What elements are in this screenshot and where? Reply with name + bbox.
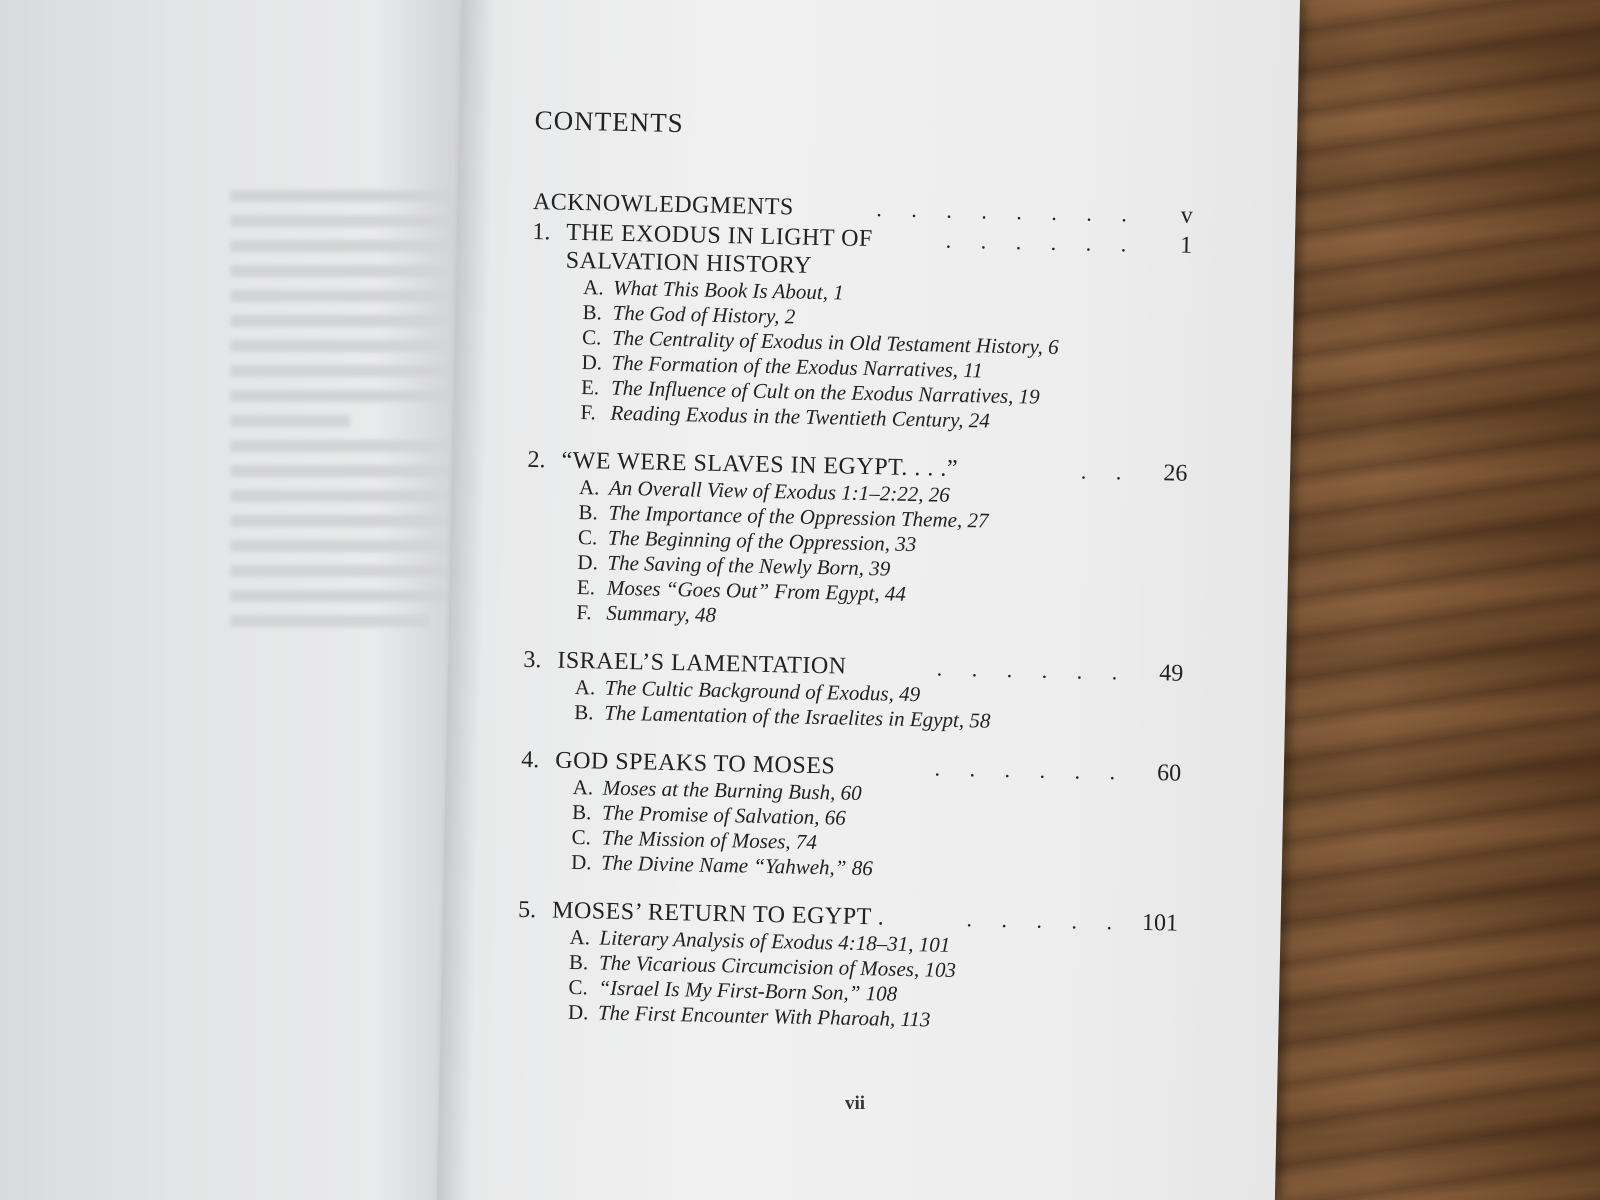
section-letter: F.	[576, 599, 592, 625]
section-title: Reading Exodus in the Twentieth Century, 24	[610, 400, 991, 433]
section-letter: B.	[568, 949, 589, 975]
section-list	[580, 275, 1191, 438]
chapter-number: 2.	[527, 446, 546, 474]
left-page	[0, 0, 470, 1200]
section-title: Literary Analysis of Exodus 4:18–31, 101	[599, 925, 951, 957]
section-title: The Importance of the Oppression Theme, 27	[608, 500, 989, 533]
section-title: The Saving of the Newly Born, 39	[607, 550, 891, 581]
section-title: Moses “Goes Out” From Egypt, 44	[606, 575, 907, 606]
section-letter: E.	[580, 375, 600, 400]
chapter-title: THE EXODUS IN LIGHT OF SALVATION HISTORY	[565, 219, 874, 279]
toc-chapter	[519, 746, 1182, 888]
section-title: The Beginning of the Oppression, 33	[607, 525, 917, 557]
chapter-number: 3.	[523, 646, 542, 674]
toc-entry-label: ACKNOWLEDGMENTS	[532, 188, 794, 221]
toc-entry-page: v	[1180, 202, 1194, 229]
chapter-page: 26	[1163, 460, 1188, 487]
section-title: The Promise of Salvation, 66	[601, 800, 847, 830]
section-letter: C.	[577, 524, 598, 550]
chapter-list	[516, 218, 1193, 1038]
section-letter: C.	[571, 824, 592, 850]
section-title: Summary, 48	[606, 600, 717, 627]
chapter-title: “WE WERE SLAVES IN EGYPT. . . .”	[561, 447, 959, 482]
section-title: An Overall View of Exodus 1:1–2:22, 26	[608, 475, 950, 507]
leader-dots: . . . . . .	[936, 655, 1130, 685]
left-page-bleed-text	[230, 190, 470, 640]
toc-chapter	[528, 218, 1192, 438]
section-letter: C.	[568, 974, 589, 1000]
section-letter: D.	[577, 549, 599, 575]
table-of-contents	[515, 105, 1195, 1060]
section-letter: A.	[574, 674, 596, 700]
toc-chapter	[516, 896, 1179, 1038]
section-title: The Mission of Moses, 74	[601, 825, 818, 855]
chapter-number: 1.	[532, 218, 551, 246]
section-letter: A.	[582, 275, 604, 300]
section-letter: A.	[569, 924, 591, 950]
section-list	[571, 775, 1181, 888]
toc-chapter	[522, 646, 1183, 738]
leader-dots: . . . . . .	[934, 755, 1128, 785]
chapter-title: ISRAEL’S LAMENTATION	[557, 647, 847, 680]
section-title: What This Book Is About, 1	[612, 275, 845, 305]
section-title: The Divine Name “Yahweh,” 86	[600, 850, 874, 881]
contents-heading: CONTENTS	[534, 105, 684, 139]
section-title: The God of History, 2	[612, 300, 796, 329]
chapter-page: 101	[1141, 909, 1179, 937]
section-title: The Vicarious Circumcision of Moses, 103	[598, 950, 957, 983]
section-title: The Lamentation of the Israelites in Egypt, 58	[604, 700, 991, 733]
chapter-title: MOSES’ RETURN TO EGYPT .	[551, 897, 885, 931]
section-title: “Israel Is My First-Born Son,” 108	[598, 975, 898, 1006]
section-letter: B.	[578, 500, 598, 525]
page-number: vii	[845, 1093, 866, 1114]
chapter-page: 60	[1156, 760, 1182, 787]
leader-dots: . .	[1080, 458, 1134, 485]
section-letter: A.	[578, 475, 600, 500]
section-title: The Formation of the Exodus Narratives, 11	[611, 350, 983, 383]
section-letter: D.	[570, 849, 592, 875]
section-letter: E.	[576, 574, 596, 600]
section-letter: B.	[571, 799, 592, 825]
section-title: The Centrality of Exodus in Old Testament History, 6	[611, 325, 1059, 360]
chapter-number: 4.	[521, 746, 540, 774]
section-letter: D.	[581, 350, 603, 375]
section-title: The First Encounter With Pharoah, 113	[597, 1000, 931, 1032]
leader-dots: . . . . .	[966, 906, 1125, 935]
leader-dots: . . . . . .	[945, 227, 1139, 257]
section-list	[568, 925, 1178, 1038]
section-letter: A.	[572, 774, 594, 800]
section-letter: F.	[580, 400, 597, 425]
chapter-title: GOD SPEAKS TO MOSES	[555, 747, 836, 780]
section-letter: C.	[581, 325, 602, 350]
section-letter: D.	[567, 999, 589, 1025]
toc-chapter	[524, 446, 1188, 638]
section-title: Moses at the Burning Bush, 60	[602, 775, 862, 805]
chapter-number: 5.	[517, 896, 537, 924]
chapter-page: 49	[1158, 660, 1184, 687]
chapter-page: 1	[1179, 232, 1193, 259]
section-title: The Cultic Background of Exodus, 49	[604, 675, 921, 707]
section-letter: B.	[574, 699, 594, 725]
leader-dots: . . . . . . . .	[876, 196, 1140, 227]
section-letter: B.	[582, 300, 603, 325]
section-title: The Influence of Cult on the Exodus Narratives, 19	[610, 375, 1040, 409]
section-list	[576, 475, 1187, 638]
